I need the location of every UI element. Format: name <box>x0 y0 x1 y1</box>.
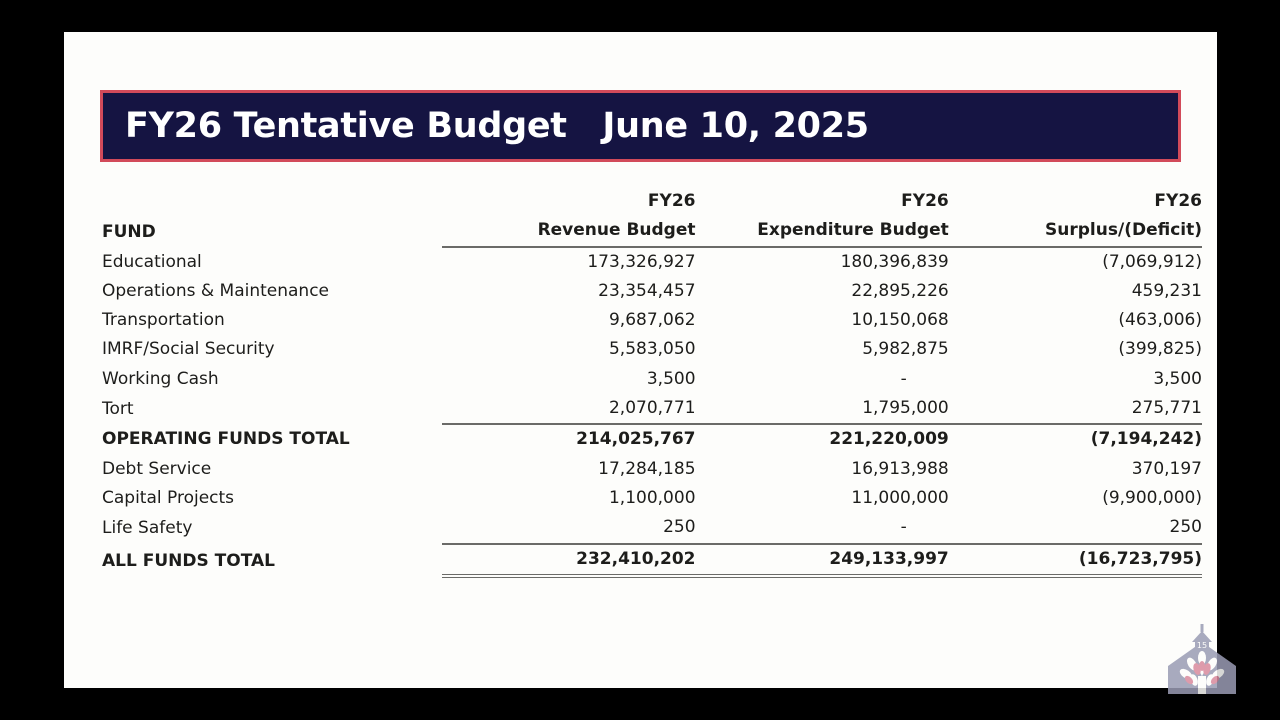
cell-expenditure: 11,000,000 <box>851 487 949 508</box>
cell-revenue: 232,410,202 <box>442 544 695 576</box>
cell-surplus: (16,723,795) <box>949 544 1202 576</box>
cell-surplus: (7,069,912) <box>1102 251 1202 272</box>
cell-surplus: 459,231 <box>1131 280 1202 301</box>
cell-fund-name: IMRF/Social Security <box>102 339 275 360</box>
presentation-slide <box>64 32 1217 688</box>
cell-revenue: 2,070,771 <box>608 398 696 419</box>
cell-surplus: (7,194,242) <box>949 424 1202 454</box>
cell-revenue: 17,284,185 <box>598 458 696 479</box>
column-header-revenue: FY26 Revenue Budget <box>442 187 695 247</box>
cell-surplus: (463,006) <box>1118 310 1202 331</box>
table-row <box>102 455 1202 484</box>
budget-table <box>102 187 1202 578</box>
cell-fund-name: Debt Service <box>102 458 212 479</box>
cell-fund-name: Working Cash <box>102 368 219 389</box>
cell-expenditure: - <box>900 517 907 538</box>
cell-fund-name: Life Safety <box>102 518 193 539</box>
table-row <box>102 424 1202 454</box>
cell-surplus: 250 <box>1169 517 1202 538</box>
cell-expenditure: 22,895,226 <box>851 280 949 301</box>
cell-revenue: 3,500 <box>646 368 696 389</box>
cell-revenue: 1,100,000 <box>608 487 696 508</box>
cell-surplus: 275,771 <box>1131 398 1202 419</box>
table-row <box>102 394 1202 424</box>
table-header <box>102 187 1202 247</box>
page-title: FY26 Tentative Budget June 10, 2025 <box>125 106 869 146</box>
cell-revenue: 214,025,767 <box>442 424 695 454</box>
table-body <box>102 247 1202 576</box>
cell-fund-name: Educational <box>102 251 202 272</box>
table-row <box>102 365 1202 394</box>
cell-expenditure: 5,982,875 <box>862 339 949 360</box>
cell-expenditure: 180,396,839 <box>840 251 949 272</box>
column-header-surplus: FY26 Surplus/(Deficit) <box>949 187 1202 247</box>
table-row <box>102 544 1202 576</box>
table-row <box>102 247 1202 277</box>
table-header-row <box>102 187 1202 247</box>
svg-text:15: 15 <box>1196 641 1208 650</box>
table-row <box>102 513 1202 543</box>
cell-expenditure: 16,913,988 <box>851 458 949 479</box>
cell-expenditure: - <box>900 368 907 389</box>
cell-expenditure: 221,220,009 <box>696 424 949 454</box>
cell-fund-name: Tort <box>102 399 134 420</box>
cell-surplus: 370,197 <box>1131 458 1202 479</box>
table-row <box>102 484 1202 513</box>
cell-revenue: 9,687,062 <box>608 310 696 331</box>
cell-revenue: 5,583,050 <box>608 339 696 360</box>
cell-revenue: 23,354,457 <box>598 280 696 301</box>
cell-revenue: 173,326,927 <box>587 251 696 272</box>
cell-fund-name: Operations & Maintenance <box>102 280 330 301</box>
cell-fund-name: Transportation <box>102 310 225 331</box>
table-row <box>102 277 1202 306</box>
schoolhouse-tree-logo <box>1162 620 1242 698</box>
cell-expenditure: 10,150,068 <box>851 310 949 331</box>
cell-surplus: (399,825) <box>1118 339 1202 360</box>
slide-title-banner <box>100 90 1181 162</box>
cell-revenue: 250 <box>663 517 696 538</box>
cell-expenditure: 249,133,997 <box>696 544 949 576</box>
cell-expenditure: 1,795,000 <box>862 398 949 419</box>
column-header-fund: FUND <box>102 221 156 242</box>
cell-surplus: 3,500 <box>1153 368 1202 389</box>
cell-surplus: (9,900,000) <box>1102 487 1202 508</box>
cell-fund-name: OPERATING FUNDS TOTAL <box>102 429 350 450</box>
cell-fund-name: ALL FUNDS TOTAL <box>102 550 275 571</box>
budget-table-container <box>102 187 1202 578</box>
cell-fund-name: Capital Projects <box>102 487 235 508</box>
table-row <box>102 335 1202 364</box>
column-header-expenditure: FY26 Expenditure Budget <box>696 187 949 247</box>
table-row <box>102 306 1202 335</box>
